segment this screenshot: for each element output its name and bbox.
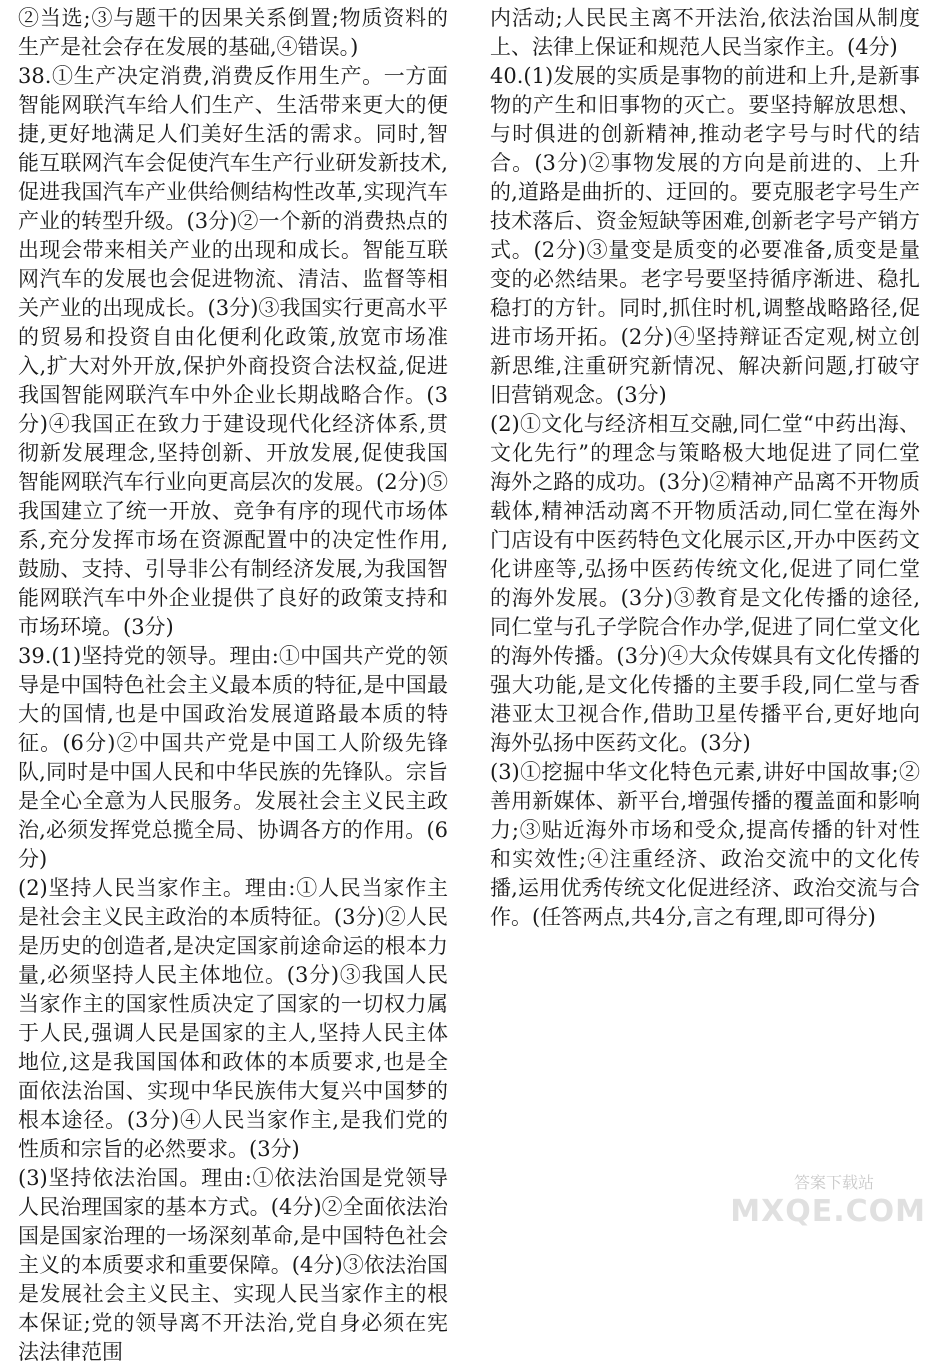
- answer-paragraph: (3)①挖掘中华文化特色元素,讲好中国故事;②善用新媒体、新平台,增强传播的覆盖面和影响力;③贴近海外市场和受众,提高传播的针对性和实效性;④注重经济、政治交流中的文化传播,运用优秀传统文化促进经济、政治交流与合作。(任答两点,共4分,言之有理,即可得分): [490, 760, 920, 929]
- answer-paragraph: 40.(1)发展的实质是事物的前进和上升,是新事物的产生和旧事物的灭亡。要坚持解放思想、与时俱进的创新精神,推动老字号与时代的结合。(3分)②事物发展的方向是前进的、上升的,道路是曲折的、迂回的。要克服老字号生产技术落后、资金短缺等困难,创新老字号产销方式。(2分)③量变是质变的必要准备,质变是量变的必然结果。老字号要坚持循序渐进、稳扎稳打的方针。同时,抓住时机,调整战略路径,促进市场开拓。(2分)④坚持辩证否定观,树立创新思维,注重研究新情况、解决新问题,打破守旧营销观念。(3分): [490, 64, 920, 407]
- answer-paragraph: 内活动;人民民主离不开法治,依法治国从制度上、法律上保证和规范人民当家作主。(4分): [490, 6, 920, 59]
- answer-paragraph: (2)坚持人民当家作主。理由:①人民当家作主是社会主义民主政治的本质特征。(3分)②人民是历史的创造者,是决定国家前途命运的根本力量,必须坚持人民主体地位。(3分)③我国人民当家作主的国家性质决定了国家的一切权力属于人民,强调人民是国家的主人,坚持人民主体地位,这是我国国体和政体的本质要求,也是全面依法治国、实现中华民族伟大复兴中国梦的根本途径。(3分)④人民当家作主,是我们党的性质和宗旨的必然要求。(3分): [18, 876, 448, 1161]
- left-column: [18, 4, 448, 1367]
- answer-paragraph: (2)①文化与经济相互交融,同仁堂“中药出海、文化先行”的理念与策略极大地促进了同仁堂海外之路的成功。(3分)②精神产品离不开物质载体,精神活动离不开物质活动,同仁堂在海外门店设有中医药特色文化展示区,开办中医药文化讲座等,弘扬中医药传统文化,促进了同仁堂的海外发展。(3分)③教育是文化传播的途径,同仁堂与孔子学院合作办学,促进了同仁堂文化的海外传播。(3分)④大众传媒具有文化传播的强大功能,是文化传播的主要手段,同仁堂与香港亚太卫视合作,借助卫星传播平台,更好地向海外弘扬中医药文化。(3分): [490, 412, 920, 755]
- site-watermark: [726, 1135, 926, 1235]
- answer-paragraph: 38.①生产决定消费,消费反作用生产。一方面智能网联汽车给人们生产、生活带来更大的便捷,更好地满足人们美好生活的需求。同时,智能互联网汽车会促使汽车生产行业研发新技术,促进我国汽车产业供给侧结构性改革,实现汽车产业的转型升级。(3分)②一个新的消费热点的出现会带来相关产业的出现和成长。智能互联网汽车的发展也会促进物流、清洁、监督等相关产业的出现成长。(3分)③我国实行更高水平的贸易和投资自由化便利化政策,放宽市场准入,扩大对外开放,保护外商投资合法权益,促进我国智能网联汽车中外企业长期战略合作。(3分)④我国正在致力于建设现代化经济体系,贯彻新发展理念,坚持创新、开放发展,促使我国智能网联汽车行业向更高层次的发展。(2分)⑤我国建立了统一开放、竞争有序的现代市场体系,充分发挥市场在资源配置中的决定性作用,鼓励、支持、引导非公有制经济发展,为我国智能网联汽车中外企业提供了良好的政策支持和市场环境。(3分): [18, 64, 448, 639]
- right-column: [490, 4, 920, 932]
- answer-paragraph: (3)坚持依法治国。理由:①依法治国是党领导人民治理国家的基本方式。(4分)②全面依法治国是国家治理的一场深刻革命,是中国特色社会主义的本质要求和重要保障。(4分)③依法治国是发展社会主义民主、实现人民当家作主的根本保证;党的领导离不开法治,党自身必须在宪法法律范围: [18, 1166, 448, 1364]
- watermark-subtitle: 答案下载站: [793, 1173, 874, 1192]
- answer-paragraph: 39.(1)坚持党的领导。理由:①中国共产党的领导是中国特色社会主义最本质的特征,是中国最大的国情,也是中国政治发展道路最本质的特征。(6分)②中国共产党是中国工人阶级先锋队,同时是中国人民和中华民族的先锋队。宗旨是全心全意为人民服务。发展社会主义民主政治,必须发挥党总揽全局、协调各方的作用。(6分): [18, 644, 448, 871]
- watermark-brand: MXQE.COM: [730, 1194, 926, 1229]
- answer-paragraph: ②当选;③与题干的因果关系倒置;物质资料的生产是社会存在发展的基础,④错误。): [18, 6, 448, 59]
